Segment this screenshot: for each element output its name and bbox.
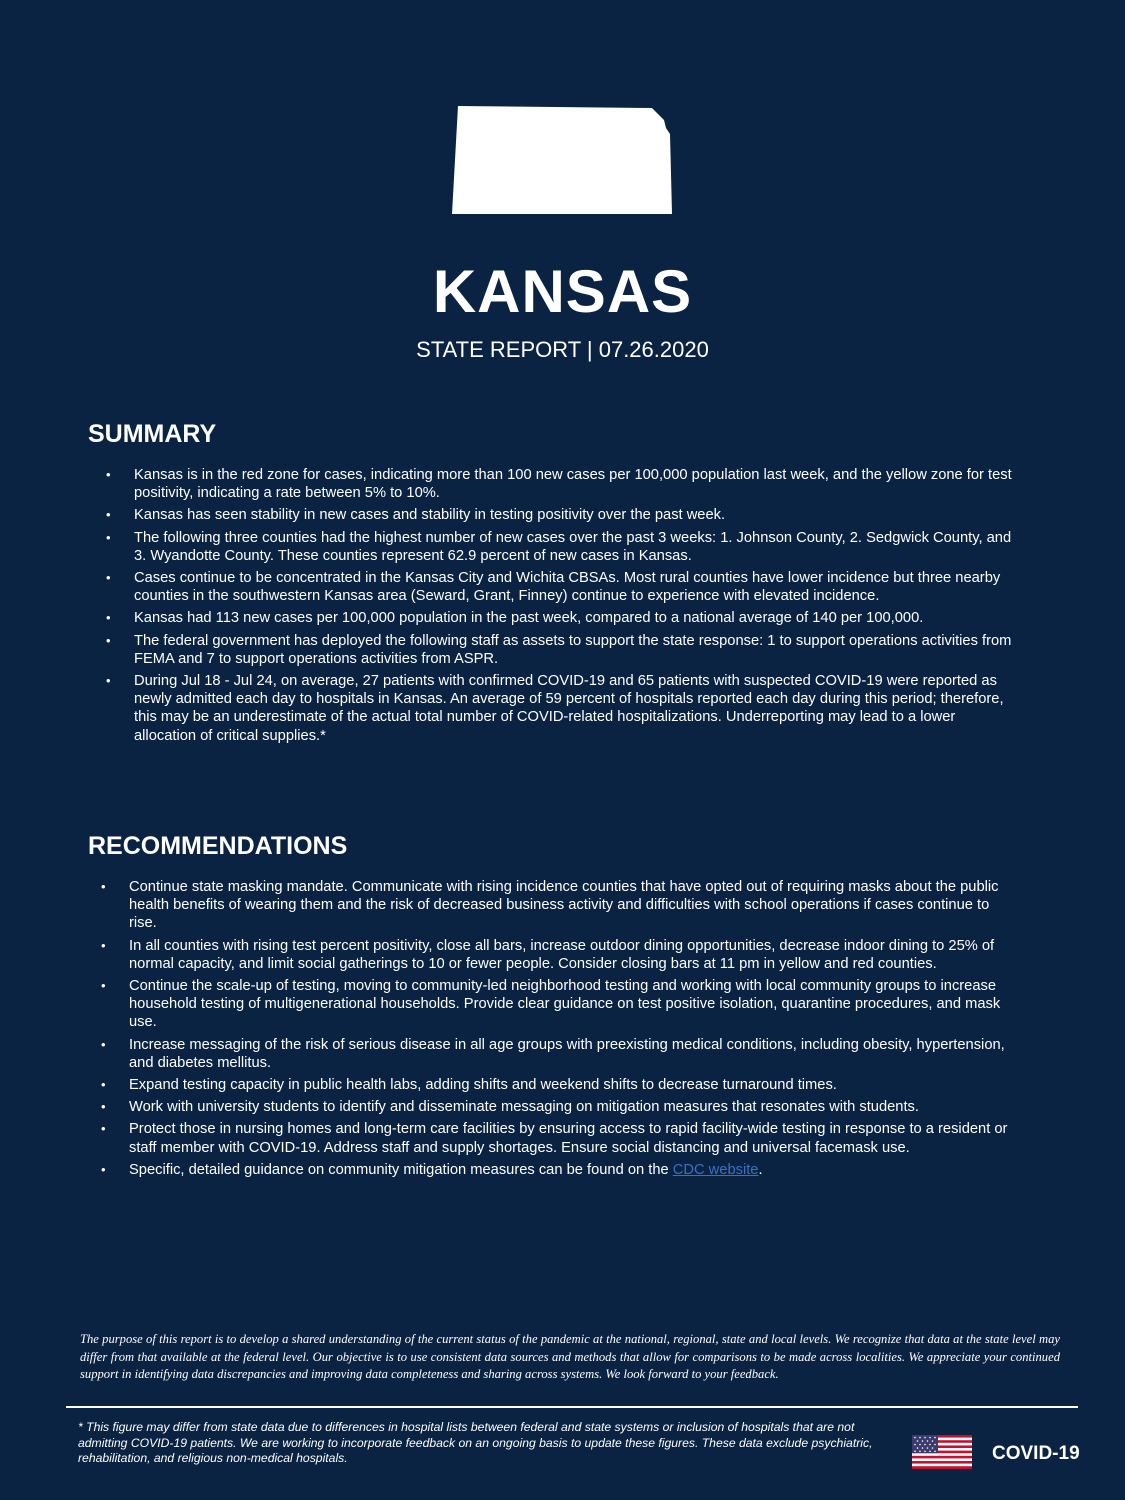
- recommendation-item: • In all counties with rising test percent positivity, close all bars, increase outdoor dining opportunities, decrease indoor dining to 25% of normal capacity, and limit social gatherings to 10 or fewer people. Consider closing bars at 11 pm in yellow and red counties.: [129, 937, 1019, 973]
- summary-heading: SUMMARY: [88, 420, 217, 448]
- kansas-state-outline-icon: [452, 104, 674, 216]
- recommendation-item: • Expand testing capacity in public health labs, adding shifts and weekend shifts to decrease turnaround times.: [129, 1076, 1019, 1094]
- summary-item: • During Jul 18 - Jul 24, on average, 27 patients with confirmed COVID-19 and 65 patients with suspected COVID-19 were reported as newly admitted each day to hospitals in Kansas. An average of 59 percent of hospitals reported each day during this period; therefore, this may be an underestimate of the actual total number of COVID-related hospitalizations. Underreporting may lead to a lower allocation of critical supplies.*: [134, 672, 1014, 745]
- recommendation-item-cdc: [129, 1161, 1019, 1179]
- recommendation-item: • Continue the scale-up of testing, moving to community-led neighborhood testing and working with local community groups to increase household testing of multigenerational households. Provide clear guidance on test positive isolation, quarantine procedures, and mask use.: [129, 977, 1019, 1032]
- page-title: KANSAS: [432, 258, 693, 325]
- recommendation-item: • Protect those in nursing homes and long-term care facilities by ensuring access to rapid facility-wide testing in response to a resident or staff member with COVID-19. Address staff and supply shortages. Ensure social distancing and universal facemask use.: [129, 1120, 1019, 1156]
- summary-item: • The federal government has deployed the following staff as assets to support the state response: 1 to support operations activities from FEMA and 7 to support operations activities from ASPR.: [134, 632, 1014, 668]
- summary-item: • Kansas has seen stability in new cases and stability in testing positivity over the past week.: [134, 506, 1014, 524]
- recommendations-heading: RECOMMENDATIONS: [88, 832, 348, 860]
- report-purpose-note: The purpose of this report is to develop a shared understanding of the current status of the pandemic at the national, regional, state and local levels. We recognize that data at the state level may differ from that available at the federal level. Our objective is to use consistent data sources and methods that allow for comparisons to be made across localities. We appreciate your continued support in identifying data discrepancies and improving data completeness and sharing across systems. We look forward to your feedback.: [80, 1332, 1060, 1382]
- us-flag-icon: [912, 1435, 972, 1469]
- recommendations-list: [129, 878, 1019, 1183]
- summary-list: [134, 466, 1014, 749]
- covid-19-label: COVID-19: [992, 1443, 1080, 1464]
- cdc-website-link[interactable]: CDC website: [672, 1161, 759, 1178]
- summary-item: • Kansas is in the red zone for cases, indicating more than 100 new cases per 100,000 population last week, and the yellow zone for test positivity, indicating a rate between 5% to 10%.: [134, 466, 1014, 502]
- recommendation-item: • Increase messaging of the risk of serious disease in all age groups with preexisting medical conditions, including obesity, hypertension, and diabetes mellitus.: [129, 1036, 1019, 1072]
- summary-item: • The following three counties had the highest number of new cases over the past 3 weeks: 1. Johnson County, 2. Sedgwick County, and 3. Wyandotte County. These counties represent 62.9 percent of new cases in Kansas.: [134, 529, 1014, 565]
- summary-item: • Kansas had 113 new cases per 100,000 population in the past week, compared to a national average of 140 per 100,000.: [134, 609, 1014, 627]
- summary-item: • Cases continue to be concentrated in the Kansas City and Wichita CBSAs. Most rural counties have lower incidence but three nearby counties in the southwestern Kansas area (Seward, Grant, Finney) continue to experience with elevated incidence.: [134, 569, 1014, 605]
- recommendation-item: • Work with university students to identify and disseminate messaging on mitigation measures that resonates with students.: [129, 1098, 1019, 1116]
- recommendation-item: • Continue state masking mandate. Communicate with rising incidence counties that have opted out of requiring masks about the public health benefits of wearing them and the risk of decreased business activity and difficulties with school operations if cases continue to rise.: [129, 878, 1019, 933]
- hospital-data-footnote: * This figure may differ from state data due to differences in hospital lists between federal and state systems or inclusion of hospitals that are not admitting COVID-19 patients. We are working to incorporate feedback on an ongoing basis to update these figures. These data exclude psychiatric, rehabilitation, and religious non-medical hospitals.: [78, 1420, 873, 1465]
- cdc-guidance-period: .: [758, 1161, 763, 1178]
- footer-divider: [66, 1406, 1078, 1408]
- cdc-guidance-text: Specific, detailed guidance on community mitigation measures can be found on the: [129, 1161, 673, 1178]
- report-subtitle: STATE REPORT | 07.26.2020: [416, 337, 709, 362]
